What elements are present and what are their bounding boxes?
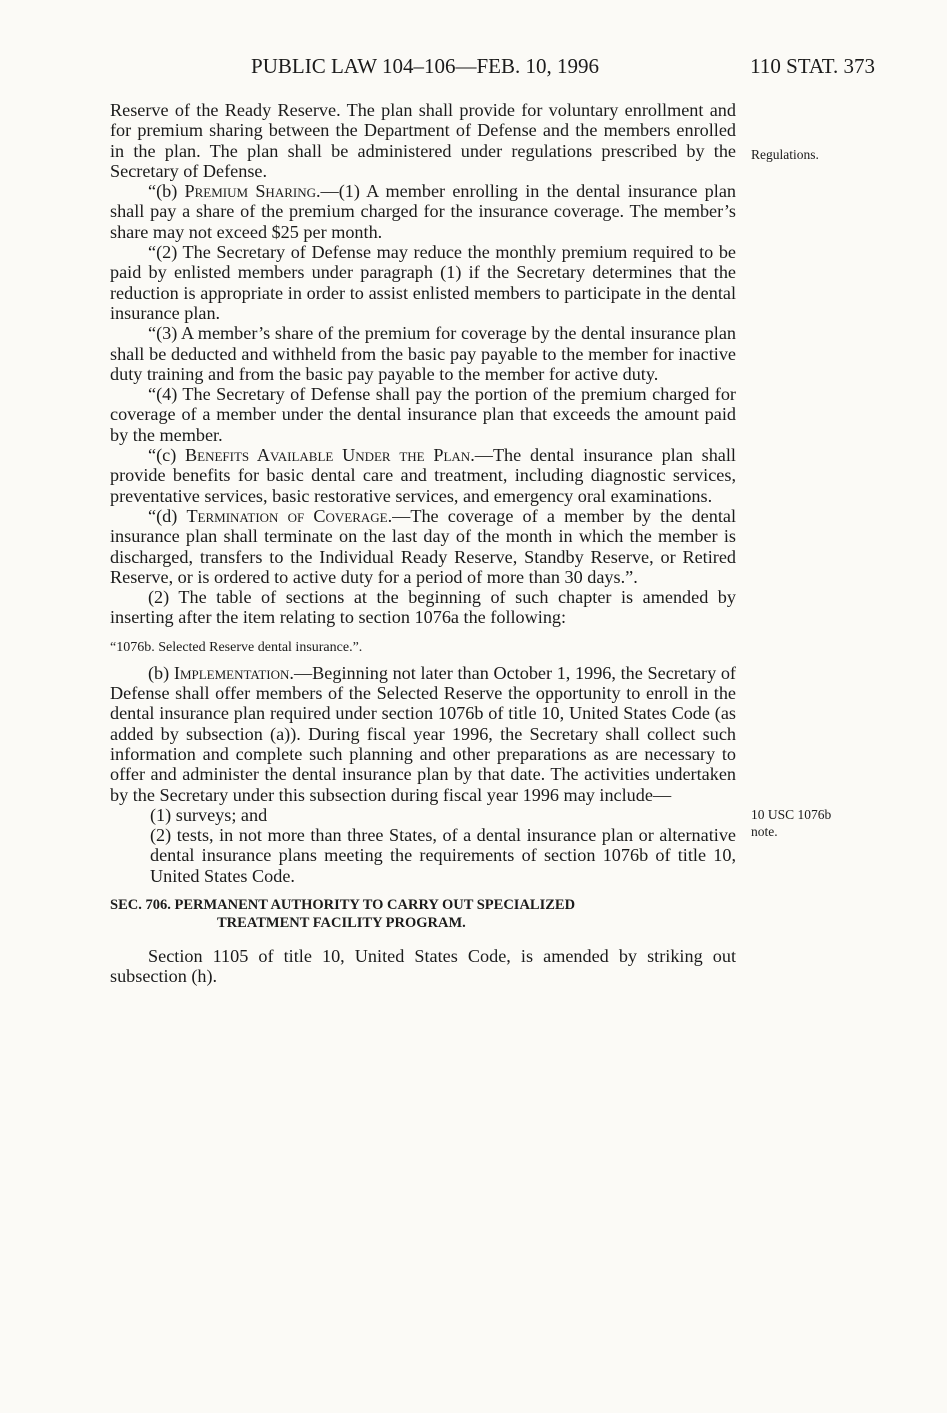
implementation-heading: Implementation: [173, 662, 290, 683]
margin-note-regulations: Regulations.: [751, 147, 819, 162]
section-heading-line2: TREATMENT FACILITY PROGRAM.: [217, 914, 466, 931]
paragraph-premium-sharing: [110, 181, 736, 242]
body-text: [110, 100, 736, 987]
table-of-sections-item: “1076b. Selected Reserve dental insurance.”.: [110, 639, 363, 655]
section-706-heading: [110, 896, 736, 932]
list-item-tests: (2) tests, in not more than three States, of a dental insurance plan or alternative dental insurance plans meeting the requirements of section 1076b of title 10, United States Code.: [150, 825, 736, 886]
subsection-c-text: .—The dental insurance plan shall provide benefits for basic dental care and treatment, including diagnostic services, preventative services, basic restorative services, and emergency oral examinations.: [110, 445, 736, 506]
implementation-text: .—Beginning not later than October 1, 1996, the Secretary of Defense shall offer members of the Selected Reserve the opportunity to enroll in the dental insurance plan required under section 1076b of title 10, United States Code (as added by subsection (a)). During fiscal year 1996, the Secretary shall collect such information and complete such planning and other preparations as are necessary to offer and administer the dental insurance plan by that date. The activities undertaken by the Secretary under this subsection during fiscal year 1996 may include—: [110, 662, 736, 805]
paragraph-termination: [110, 506, 736, 587]
paragraph-benefits: [110, 445, 736, 506]
subsection-d-text: .—The coverage of a member by the dental insurance plan shall terminate on the last day of the month in which the member is discharged, transfers to the Individual Ready Reserve, Standby Reserve, or Retired Reserve, or is ordered to active duty for a period of more than 30 days.”.: [110, 505, 736, 587]
paragraph-premium-portion: “(4) The Secretary of Defense shall pay the portion of the premium charged for coverage of a member under the dental insurance plan that exceeds the amount paid by the member.: [110, 384, 736, 445]
subsection-b-heading: Premium Sharing: [184, 181, 316, 202]
paragraph-premium-reduction: “(2) The Secretary of Defense may reduce the monthly premium required to be paid by enlisted members under paragraph (1) if the Secretary determines that the reduction is appropriate in order to assist enlisted members to participate in the dental insurance plan.: [110, 242, 736, 323]
paragraph-plan-continued: Reserve of the Ready Reserve. The plan shall provide for voluntary enrollment and for premium sharing between the Department of Defense and the members enrolled in the plan. The plan shall be administered under regulations prescribed by the Secretary of Defense.: [110, 100, 736, 181]
subsection-c-prefix: “(c): [148, 445, 186, 466]
implementation-prefix: (b): [148, 662, 174, 683]
paragraph-section-706: Section 1105 of title 10, United States Code, is amended by striking out subsection (h).: [110, 945, 736, 987]
subsection-d-prefix: “(d): [148, 505, 187, 526]
paragraph-table-amendment: (2) The table of sections at the beginning of such chapter is amended by inserting after the item relating to section 1076a the following:: [110, 587, 736, 628]
margin-note-usc-line1: 10 USC 1076b: [751, 807, 832, 822]
subsection-d-heading: Termination of Coverage: [186, 505, 388, 526]
section-heading-line1: SEC. 706. PERMANENT AUTHORITY TO CARRY OUT SPECIALIZED: [110, 896, 576, 913]
running-header-stat: 110 STAT. 373: [750, 54, 875, 78]
running-header-title: PUBLIC LAW 104–106—FEB. 10, 1996: [251, 54, 599, 78]
margin-note-usc: [751, 806, 871, 840]
subsection-b-prefix: “(b): [148, 181, 185, 202]
list-item-surveys: (1) surveys; and: [150, 804, 268, 825]
subsection-b-text: .—(1) A member enrolling in the dental insurance plan shall pay a share of the premium charged for the insurance coverage. The member’s share may not exceed $25 per month.: [110, 181, 736, 242]
paragraph-implementation: [110, 663, 736, 805]
margin-note-usc-line2: note.: [751, 824, 778, 839]
paragraph-premium-withholding: “(3) A member’s share of the premium for coverage by the dental insurance plan shall be deducted and withheld from the basic pay payable to the member for inactive duty training and from the basic pay payable to the member for active duty.: [110, 323, 736, 384]
subsection-c-heading: Benefits Available Under the Plan: [185, 445, 471, 466]
